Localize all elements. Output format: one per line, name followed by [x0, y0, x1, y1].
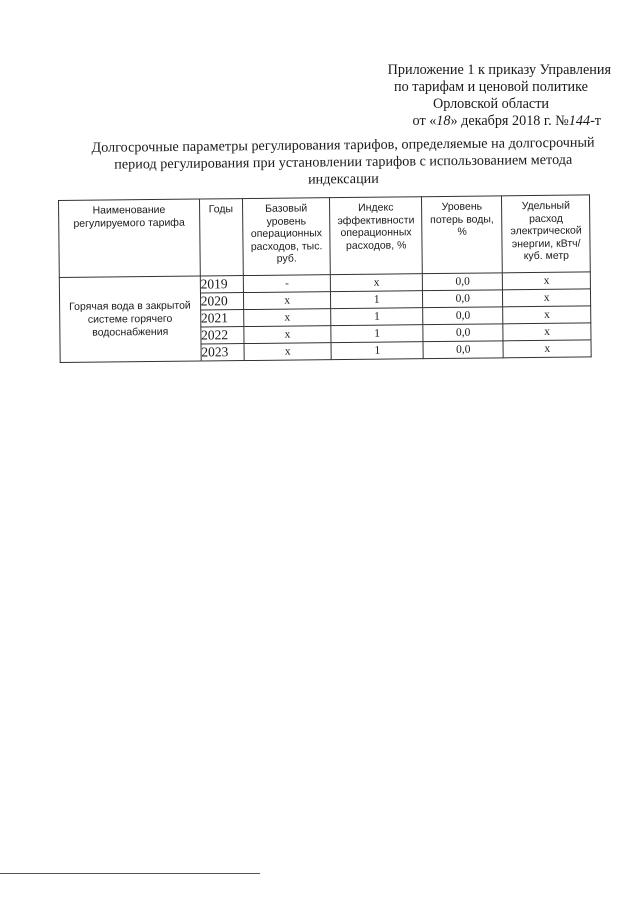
page-bottom-divider — [0, 873, 260, 874]
efficiency-index-cell: 1 — [331, 325, 423, 343]
water-loss-cell: 0,0 — [423, 341, 504, 359]
date-prefix: от « — [412, 113, 437, 129]
header-tariff-name: Наименование регулируемого тарифа — [59, 199, 200, 277]
order-suffix: -т — [590, 113, 601, 129]
water-loss-cell: 0,0 — [423, 290, 504, 308]
appendix-line-3: Орловской области — [432, 96, 550, 112]
energy-cell: х — [503, 323, 591, 341]
handwritten-day: 18 — [436, 113, 451, 129]
efficiency-index-cell: х — [331, 274, 423, 292]
base-level-cell: - — [243, 275, 331, 293]
tariff-name-cell: Горячая вода в закрытой системе горячего водоснабжения — [59, 276, 201, 362]
year-cell: 2023 — [201, 344, 244, 361]
base-level-cell: х — [244, 343, 332, 361]
appendix-line-1: Приложение 1 к приказу Управления — [387, 62, 611, 78]
header-water-loss: Уровень потерь воды, % — [422, 196, 503, 274]
handwritten-order-number: 144 — [568, 113, 591, 129]
year-cell: 2021 — [200, 310, 243, 327]
base-level-cell: х — [244, 326, 332, 344]
energy-cell: х — [503, 272, 591, 290]
efficiency-index-cell: 1 — [331, 342, 423, 360]
efficiency-index-cell: 1 — [331, 308, 423, 326]
efficiency-index-cell: 1 — [331, 291, 423, 309]
water-loss-cell: 0,0 — [423, 307, 504, 325]
water-loss-cell: 0,0 — [423, 324, 504, 342]
base-level-cell: х — [244, 309, 332, 327]
appendix-line-2: по тарифам и ценовой политике — [394, 79, 588, 95]
header-years: Годы — [199, 199, 243, 276]
document-title: Долгосрочные параметры регулирования тарифов, определяемые на долгосрочный период регулирования при установлении тарифов с использованием метода индексации — [91, 134, 595, 188]
energy-cell: х — [503, 306, 591, 324]
header-energy-consumption: Удельный расход электрической энергии, кВтч/куб. метр — [502, 195, 590, 273]
year-cell: 2020 — [200, 293, 243, 310]
date-middle: » декабря 2018 г. № — [450, 113, 569, 129]
energy-cell: х — [503, 289, 591, 307]
header-base-level: Базовый уровень операционных расходов, тыс. руб. — [242, 198, 330, 276]
water-loss-cell: 0,0 — [422, 273, 503, 291]
regulation-parameters-table — [58, 194, 592, 363]
appendix-line-4 — [331, 113, 611, 130]
year-cell: 2019 — [200, 276, 243, 293]
year-cell: 2022 — [201, 327, 244, 344]
energy-cell: х — [503, 340, 591, 358]
appendix-header — [331, 62, 611, 130]
table-header-row — [59, 195, 591, 278]
header-efficiency-index: Индекс эффективности операционных расходов, % — [330, 197, 423, 275]
base-level-cell: х — [243, 292, 331, 310]
